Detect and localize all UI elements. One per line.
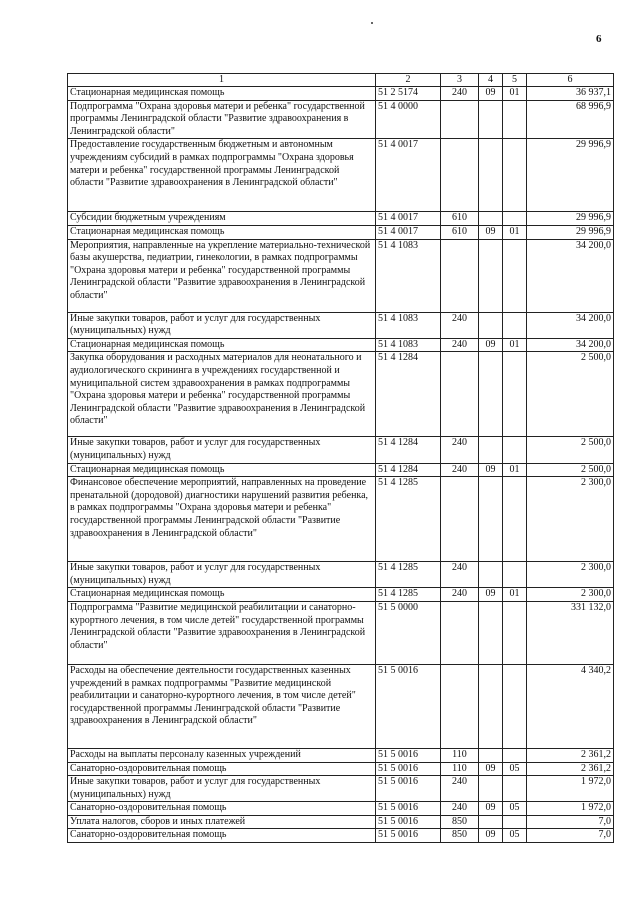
row-code: 51 4 1284 (376, 437, 441, 463)
row-section (479, 212, 503, 226)
row-section: 09 (479, 762, 503, 776)
row-amount: 1 972,0 (527, 802, 614, 816)
row-code: 51 4 1285 (376, 562, 441, 588)
row-name: Подпрограмма "Охрана здоровья матери и ребенка" государственной программы Ленинградской области "Развитие здравоохранения в Ленинградской области" (68, 100, 376, 139)
row-expense-type: 240 (441, 776, 479, 802)
table-row (68, 776, 614, 802)
table-row (68, 829, 614, 843)
table-row (68, 239, 614, 312)
table-row (68, 87, 614, 101)
row-subsection (503, 748, 527, 762)
table-row (68, 664, 614, 748)
row-expense-type: 240 (441, 338, 479, 352)
page-number: 6 (596, 33, 602, 45)
row-expense-type (441, 477, 479, 562)
row-section (479, 815, 503, 829)
row-expense-type (441, 601, 479, 664)
row-expense-type: 610 (441, 212, 479, 226)
row-code: 51 4 1083 (376, 312, 441, 338)
row-code: 51 4 0017 (376, 139, 441, 212)
column-number-6: 6 (527, 74, 614, 87)
row-code: 51 5 0016 (376, 664, 441, 748)
column-number-3: 3 (441, 74, 479, 87)
row-subsection (503, 100, 527, 139)
row-name: Иные закупки товаров, работ и услуг для государственных (муниципальных) нужд (68, 776, 376, 802)
row-subsection (503, 562, 527, 588)
row-amount: 34 200,0 (527, 338, 614, 352)
row-code: 51 4 0000 (376, 100, 441, 139)
row-name: Стационарная медицинская помощь (68, 338, 376, 352)
row-subsection (503, 776, 527, 802)
row-amount: 331 132,0 (527, 601, 614, 664)
row-expense-type (441, 100, 479, 139)
row-expense-type (441, 139, 479, 212)
row-expense-type: 240 (441, 562, 479, 588)
scan-speck (371, 22, 373, 24)
table-row (68, 225, 614, 239)
row-name: Расходы на обеспечение деятельности государственных казенных учреждений в рамках подпрограммы "Развитие медицинской реабилитации и санаторно-курортного лечения, в том числе детей" государственной программы Ленинградской области "Развитие здравоохранения в Ленинградской области" (68, 664, 376, 748)
table-row (68, 437, 614, 463)
row-code: 51 5 0016 (376, 748, 441, 762)
row-section (479, 601, 503, 664)
row-amount: 2 500,0 (527, 437, 614, 463)
row-code: 51 5 0016 (376, 776, 441, 802)
row-section: 09 (479, 87, 503, 101)
row-subsection (503, 437, 527, 463)
table-row (68, 748, 614, 762)
row-name: Иные закупки товаров, работ и услуг для государственных (муниципальных) нужд (68, 312, 376, 338)
row-expense-type (441, 352, 479, 437)
column-number-4: 4 (479, 74, 503, 87)
row-code: 51 5 0000 (376, 601, 441, 664)
row-code: 51 4 1083 (376, 239, 441, 312)
row-amount: 2 300,0 (527, 477, 614, 562)
row-subsection: 01 (503, 338, 527, 352)
row-expense-type: 850 (441, 829, 479, 843)
row-subsection (503, 139, 527, 212)
row-section (479, 312, 503, 338)
row-amount: 29 996,9 (527, 225, 614, 239)
row-subsection: 05 (503, 829, 527, 843)
table-row (68, 815, 614, 829)
row-subsection: 01 (503, 87, 527, 101)
row-section (479, 239, 503, 312)
row-expense-type: 240 (441, 87, 479, 101)
row-code: 51 5 0016 (376, 815, 441, 829)
budget-table (67, 73, 614, 843)
row-amount: 7,0 (527, 829, 614, 843)
row-name: Санаторно-оздоровительная помощь (68, 829, 376, 843)
row-section: 09 (479, 338, 503, 352)
row-expense-type (441, 239, 479, 312)
row-amount: 2 300,0 (527, 588, 614, 602)
row-amount: 36 937,1 (527, 87, 614, 101)
table-row (68, 588, 614, 602)
row-amount: 2 500,0 (527, 463, 614, 477)
table-row (68, 352, 614, 437)
row-subsection (503, 815, 527, 829)
table-row (68, 463, 614, 477)
row-section: 09 (479, 225, 503, 239)
row-name: Предоставление государственным бюджетным и автономным учреждениям субсидий в рамках подпрограммы "Охрана здоровья матери и ребенка" государственной программы Ленинградской области "Развитие здравоохранения в Ленинградской области" (68, 139, 376, 212)
table-row (68, 477, 614, 562)
row-code: 51 2 5174 (376, 87, 441, 101)
row-subsection (503, 212, 527, 226)
row-code: 51 5 0016 (376, 762, 441, 776)
row-code: 51 5 0016 (376, 829, 441, 843)
row-section (479, 664, 503, 748)
row-section (479, 139, 503, 212)
row-code: 51 4 0017 (376, 225, 441, 239)
row-name: Стационарная медицинская помощь (68, 588, 376, 602)
row-amount: 1 972,0 (527, 776, 614, 802)
row-expense-type: 110 (441, 748, 479, 762)
row-amount: 2 361,2 (527, 748, 614, 762)
table-row (68, 100, 614, 139)
row-amount: 2 300,0 (527, 562, 614, 588)
row-code: 51 4 1284 (376, 352, 441, 437)
row-section (479, 776, 503, 802)
row-subsection: 01 (503, 463, 527, 477)
row-code: 51 4 1083 (376, 338, 441, 352)
table-row (68, 139, 614, 212)
row-section (479, 437, 503, 463)
row-code: 51 4 1284 (376, 463, 441, 477)
column-number-2: 2 (376, 74, 441, 87)
row-name: Санаторно-оздоровительная помощь (68, 802, 376, 816)
row-subsection (503, 239, 527, 312)
table-row (68, 338, 614, 352)
row-code: 51 5 0016 (376, 802, 441, 816)
row-subsection (503, 352, 527, 437)
row-subsection: 05 (503, 802, 527, 816)
row-expense-type: 850 (441, 815, 479, 829)
row-amount: 29 996,9 (527, 139, 614, 212)
row-amount: 29 996,9 (527, 212, 614, 226)
row-name: Стационарная медицинская помощь (68, 463, 376, 477)
row-amount: 4 340,2 (527, 664, 614, 748)
row-section: 09 (479, 463, 503, 477)
row-expense-type: 240 (441, 588, 479, 602)
row-subsection (503, 477, 527, 562)
row-section (479, 477, 503, 562)
row-subsection (503, 664, 527, 748)
table-row (68, 312, 614, 338)
column-number-5: 5 (503, 74, 527, 87)
row-name: Субсидии бюджетным учреждениям (68, 212, 376, 226)
row-amount: 2 500,0 (527, 352, 614, 437)
row-name: Мероприятия, направленные на укрепление материально-технической базы акушерства, педиатрии, гинекологии, в рамках подпрограммы "Охрана здоровья матери и ребенка" государственной программы Ленинградской области "Развитие здравоохранения в Ленинградской области" (68, 239, 376, 312)
row-expense-type (441, 664, 479, 748)
row-section: 09 (479, 802, 503, 816)
row-code: 51 4 1285 (376, 588, 441, 602)
row-amount: 7,0 (527, 815, 614, 829)
row-name: Иные закупки товаров, работ и услуг для государственных (муниципальных) нужд (68, 562, 376, 588)
row-amount: 68 996,9 (527, 100, 614, 139)
row-name: Закупка оборудования и расходных материалов для неонатального и аудиологического скрининга в учреждениях государственной и муниципальной систем здравоохранения в рамках подпрограммы "Охрана здоровья матери и ребенка" государственной программы Ленинградской области "Развитие здравоохранения в Ленинградской области" (68, 352, 376, 437)
budget-table-body (68, 74, 614, 843)
row-name: Уплата налогов, сборов и иных платежей (68, 815, 376, 829)
row-name: Санаторно-оздоровительная помощь (68, 762, 376, 776)
row-expense-type: 240 (441, 437, 479, 463)
row-name: Подпрограмма "Развитие медицинской реабилитации и санаторно-курортного лечения, в том числе детей" государственной программы Ленинградской области "Развитие здравоохранения в Ленинградской области" (68, 601, 376, 664)
column-number-row (68, 74, 614, 87)
row-name: Иные закупки товаров, работ и услуг для государственных (муниципальных) нужд (68, 437, 376, 463)
row-subsection (503, 312, 527, 338)
table-row (68, 601, 614, 664)
row-section (479, 562, 503, 588)
column-number-1: 1 (68, 74, 376, 87)
row-expense-type: 110 (441, 762, 479, 776)
row-subsection (503, 601, 527, 664)
row-section (479, 352, 503, 437)
row-name: Стационарная медицинская помощь (68, 87, 376, 101)
row-expense-type: 240 (441, 312, 479, 338)
table-row (68, 802, 614, 816)
row-name: Стационарная медицинская помощь (68, 225, 376, 239)
row-section (479, 748, 503, 762)
row-section: 09 (479, 829, 503, 843)
row-expense-type: 240 (441, 802, 479, 816)
table-row (68, 762, 614, 776)
row-section: 09 (479, 588, 503, 602)
row-subsection: 01 (503, 225, 527, 239)
row-section (479, 100, 503, 139)
row-amount: 34 200,0 (527, 312, 614, 338)
row-name: Расходы на выплаты персоналу казенных учреждений (68, 748, 376, 762)
row-amount: 2 361,2 (527, 762, 614, 776)
row-expense-type: 240 (441, 463, 479, 477)
row-subsection: 05 (503, 762, 527, 776)
table-row (68, 562, 614, 588)
row-subsection: 01 (503, 588, 527, 602)
row-expense-type: 610 (441, 225, 479, 239)
row-name: Финансовое обеспечение мероприятий, направленных на проведение пренатальной (дородовой) диагностики нарушений развития ребенка, в рамках подпрограммы "Охрана здоровья матери и ребенка" государственной программы Ленинградской области "Развитие здравоохранения в Ленинградской области" (68, 477, 376, 562)
table-row (68, 212, 614, 226)
row-amount: 34 200,0 (527, 239, 614, 312)
row-code: 51 4 1285 (376, 477, 441, 562)
row-code: 51 4 0017 (376, 212, 441, 226)
